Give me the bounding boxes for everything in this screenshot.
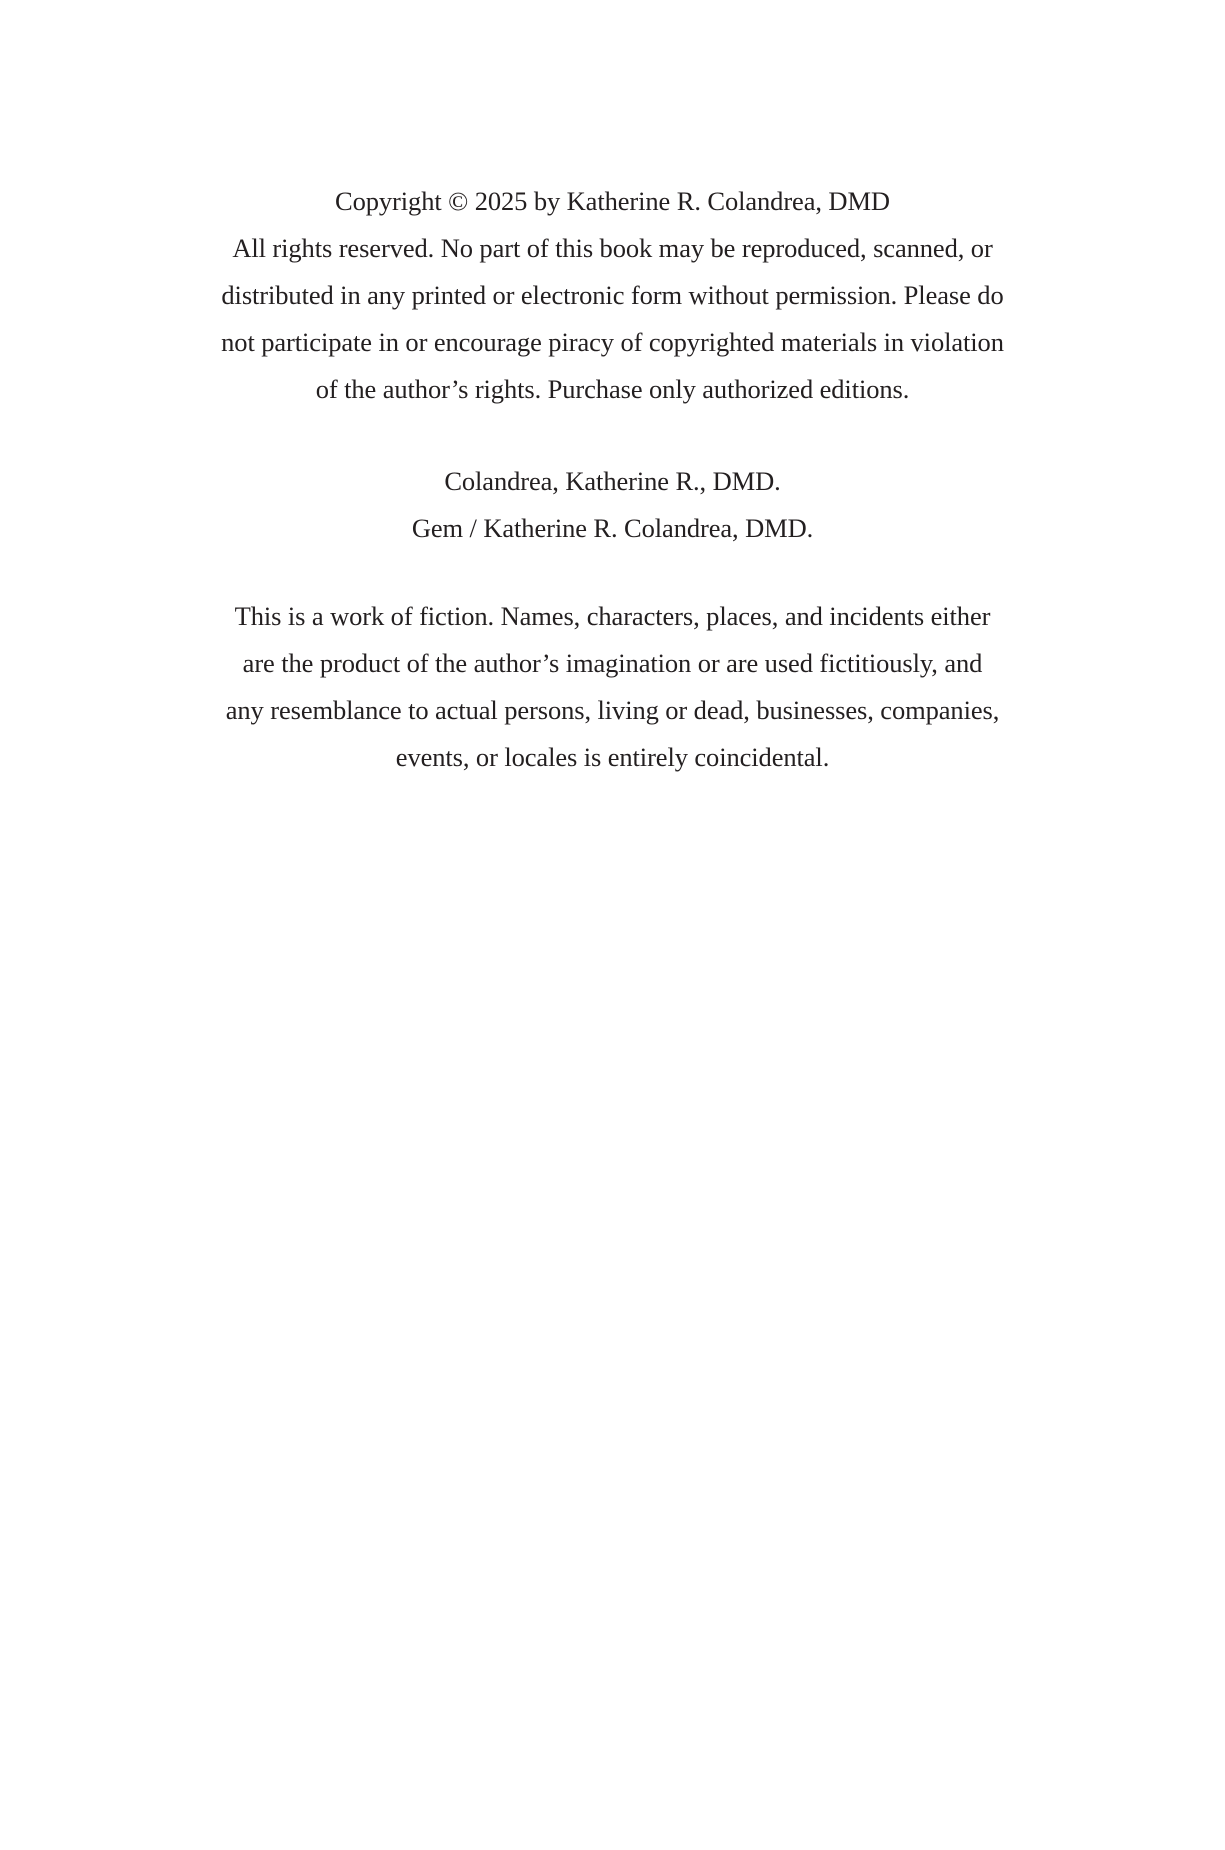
cataloging-data: [0, 458, 1225, 552]
rights-reserved-line: All rights reserved. No part of this book may be reproduced, scanned, or: [232, 233, 993, 263]
disclaimer-line: are the product of the author’s imagination or are used fictitiously, and: [242, 648, 983, 678]
rights-reserved-line: not participate in or encourage piracy of copyrighted materials in violation: [221, 327, 1004, 357]
rights-reserved-line: of the author’s rights. Purchase only authorized editions.: [315, 374, 910, 404]
rights-reserved-line: distributed in any printed or electronic form without permission. Please do: [221, 280, 1004, 310]
title-catalog-line: Gem / Katherine R. Colandrea, DMD.: [411, 513, 814, 543]
disclaimer-line: events, or locales is entirely coincidental.: [395, 742, 830, 772]
author-catalog-line: Colandrea, Katherine R., DMD.: [444, 466, 781, 496]
fiction-disclaimer: [0, 593, 1225, 781]
copyright-notice: [0, 178, 1225, 413]
copyright-line: Copyright © 2025 by Katherine R. Colandrea, DMD: [335, 186, 890, 216]
disclaimer-line: any resemblance to actual persons, living or dead, businesses, companies,: [225, 695, 1000, 725]
disclaimer-line: This is a work of fiction. Names, characters, places, and incidents either: [234, 601, 991, 631]
